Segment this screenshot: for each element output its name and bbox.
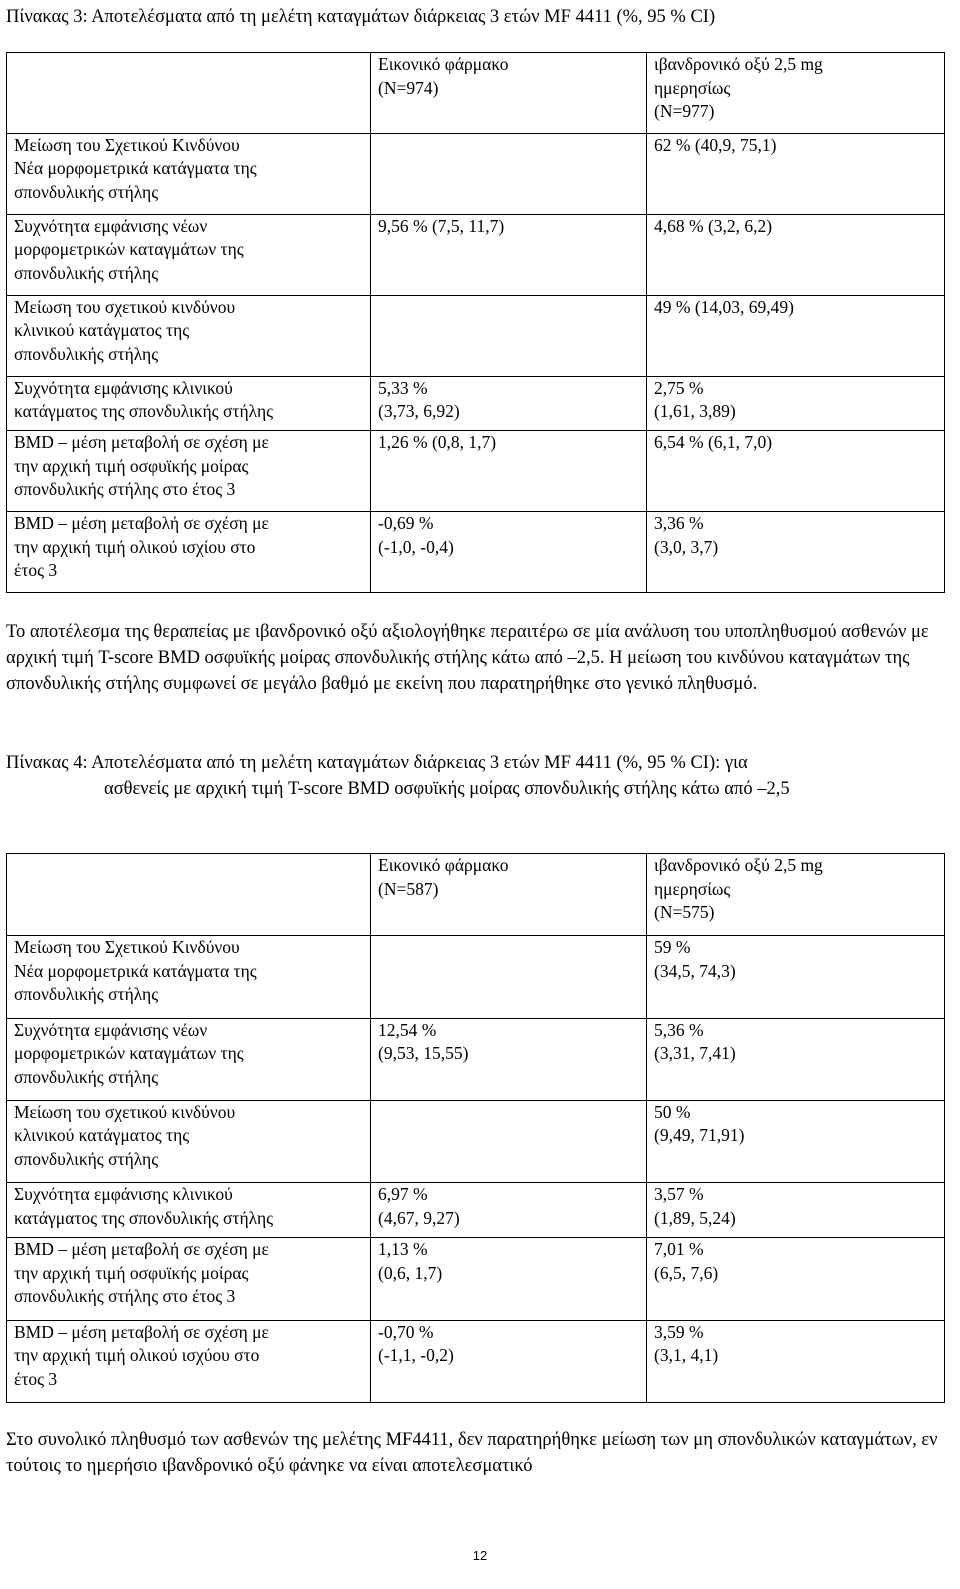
table-cell: 5,33 % (3,73, 6,92) xyxy=(371,376,647,430)
table-row xyxy=(7,1018,945,1100)
table-row xyxy=(7,431,945,512)
table-header-cell: ιβανδρονικό οξύ 2,5 mg ημερησίως (N=977) xyxy=(647,53,945,134)
table-row xyxy=(7,1238,945,1320)
table-row xyxy=(7,133,945,214)
table-row-label: Μείωση του σχετικού κινδύνου κλινικού κατάγματος της σπονδυλικής στήλης xyxy=(7,295,371,376)
table-cell: 2,75 % (1,61, 3,89) xyxy=(647,376,945,430)
table-cell xyxy=(371,133,647,214)
table-header-row xyxy=(7,53,945,134)
table-row xyxy=(7,376,945,430)
table-row xyxy=(7,1183,945,1238)
body-paragraph: Στο συνολικό πληθυσμό των ασθενών της μελέτης MF4411, δεν παρατηρήθηκε μείωση των μη σπονδυλικών καταγμάτων, εν τούτοις το ημερήσιο ιβανδρονικό οξύ φάνηκε να είναι αποτελεσματικό xyxy=(6,1430,938,1476)
table-header-cell xyxy=(7,53,371,134)
table-cell xyxy=(371,936,647,1018)
table-cell: 1,13 % (0,6, 1,7) xyxy=(371,1238,647,1320)
table4-caption-line2: ασθενείς με αρχική τιμή T-score BMD οσφυϊκής μοίρας σπονδυλικής στήλης κάτω από –2,5 xyxy=(104,779,790,799)
table-header-cell: Εικονικό φάρμακο (N=974) xyxy=(371,53,647,134)
table-cell: 50 % (9,49, 71,91) xyxy=(647,1100,945,1182)
table-cell: 5,36 % (3,31, 7,41) xyxy=(647,1018,945,1100)
table-cell: 9,56 % (7,5, 11,7) xyxy=(371,214,647,295)
table-cell xyxy=(371,1100,647,1182)
table-cell: -0,70 % (-1,1, -0,2) xyxy=(371,1320,647,1402)
table-header-cell: ιβανδρονικό οξύ 2,5 mg ημερησίως (N=575) xyxy=(647,854,945,936)
table-cell xyxy=(371,295,647,376)
table-cell: 3,57 % (1,89, 5,24) xyxy=(647,1183,945,1238)
table3-caption: Πίνακας 3: Αποτελέσματα από τη μελέτη καταγμάτων διάρκειας 3 ετών MF 4411 (%, 95 % CI) xyxy=(6,7,716,27)
table-row-label: Συχνότητα εμφάνισης νέων μορφομετρικών καταγμάτων της σπονδυλικής στήλης xyxy=(7,1018,371,1100)
table-cell: 1,26 % (0,8, 1,7) xyxy=(371,431,647,512)
table4 xyxy=(6,853,945,1403)
table-row-label: Μείωση του σχετικού κινδύνου κλινικού κατάγματος της σπονδυλικής στήλης xyxy=(7,1100,371,1182)
table-row-label: Συχνότητα εμφάνισης κλινικού κατάγματος της σπονδυλικής στήλης xyxy=(7,376,371,430)
table-row-label: BMD – μέση μεταβολή σε σχέση με την αρχική τιμή ολικού ισχίου στο έτος 3 xyxy=(7,512,371,593)
table-cell: -0,69 % (-1,0, -0,4) xyxy=(371,512,647,593)
table-header-cell: Εικονικό φάρμακο (N=587) xyxy=(371,854,647,936)
table-row-label: BMD – μέση μεταβολή σε σχέση με την αρχική τιμή ολικού ισχύου στο έτος 3 xyxy=(7,1320,371,1402)
table-row xyxy=(7,295,945,376)
table-row-label: BMD – μέση μεταβολή σε σχέση με την αρχική τιμή οσφυϊκής μοίρας σπονδυλικής στήλης στο έτος 3 xyxy=(7,431,371,512)
table-row xyxy=(7,512,945,593)
table-header-cell xyxy=(7,854,371,936)
table-header-row xyxy=(7,854,945,936)
table-cell: 3,36 % (3,0, 3,7) xyxy=(647,512,945,593)
table-cell: 6,54 % (6,1, 7,0) xyxy=(647,431,945,512)
table-row xyxy=(7,936,945,1018)
table-row-label: Συχνότητα εμφάνισης νέων μορφομετρικών καταγμάτων της σπονδυλικής στήλης xyxy=(7,214,371,295)
table3 xyxy=(6,52,945,593)
table4-caption xyxy=(6,750,956,802)
table-cell: 6,97 % (4,67, 9,27) xyxy=(371,1183,647,1238)
table4-caption-line1: Πίνακας 4: Αποτελέσματα από τη μελέτη καταγμάτων διάρκειας 3 ετών MF 4411 (%, 95 % CI): για xyxy=(6,753,748,773)
body-paragraph: Το αποτέλεσμα της θεραπείας με ιβανδρονικό οξύ αξιολογήθηκε περαιτέρω σε μία ανάλυση του υποπληθυσμού ασθενών με αρχική τιμή T-score BMD οσφυϊκής μοίρας σπονδυλικής στήλης κάτω από –2,5. Η μείωση του κινδύνου καταγμάτων της σπονδυλικής στήλης συμφωνεί σε μεγάλο βαθμό με εκείνη που παρατηρήθηκε στο γενικό πληθυσμό. xyxy=(6,622,929,694)
table-row-label: Μείωση του Σχετικού Κινδύνου Νέα μορφομετρικά κατάγματα της σπονδυλικής στήλης xyxy=(7,936,371,1018)
table-cell: 12,54 % (9,53, 15,55) xyxy=(371,1018,647,1100)
table-cell: 4,68 % (3,2, 6,2) xyxy=(647,214,945,295)
table-cell: 59 % (34,5, 74,3) xyxy=(647,936,945,1018)
table-row-label: BMD – μέση μεταβολή σε σχέση με την αρχική τιμή οσφυϊκής μοίρας σπονδυλικής στήλης στο έτος 3 xyxy=(7,1238,371,1320)
table-row-label: Συχνότητα εμφάνισης κλινικού κατάγματος της σπονδυλικής στήλης xyxy=(7,1183,371,1238)
table-row xyxy=(7,1100,945,1182)
table-cell: 3,59 % (3,1, 4,1) xyxy=(647,1320,945,1402)
page-number: 12 xyxy=(472,1548,488,1563)
table-row-label: Μείωση του Σχετικού Κινδύνου Νέα μορφομετρικά κατάγματα της σπονδυλικής στήλης xyxy=(7,133,371,214)
table-cell: 49 % (14,03, 69,49) xyxy=(647,295,945,376)
table-row xyxy=(7,214,945,295)
table-cell: 62 % (40,9, 75,1) xyxy=(647,133,945,214)
table-row xyxy=(7,1320,945,1402)
table-cell: 7,01 % (6,5, 7,6) xyxy=(647,1238,945,1320)
